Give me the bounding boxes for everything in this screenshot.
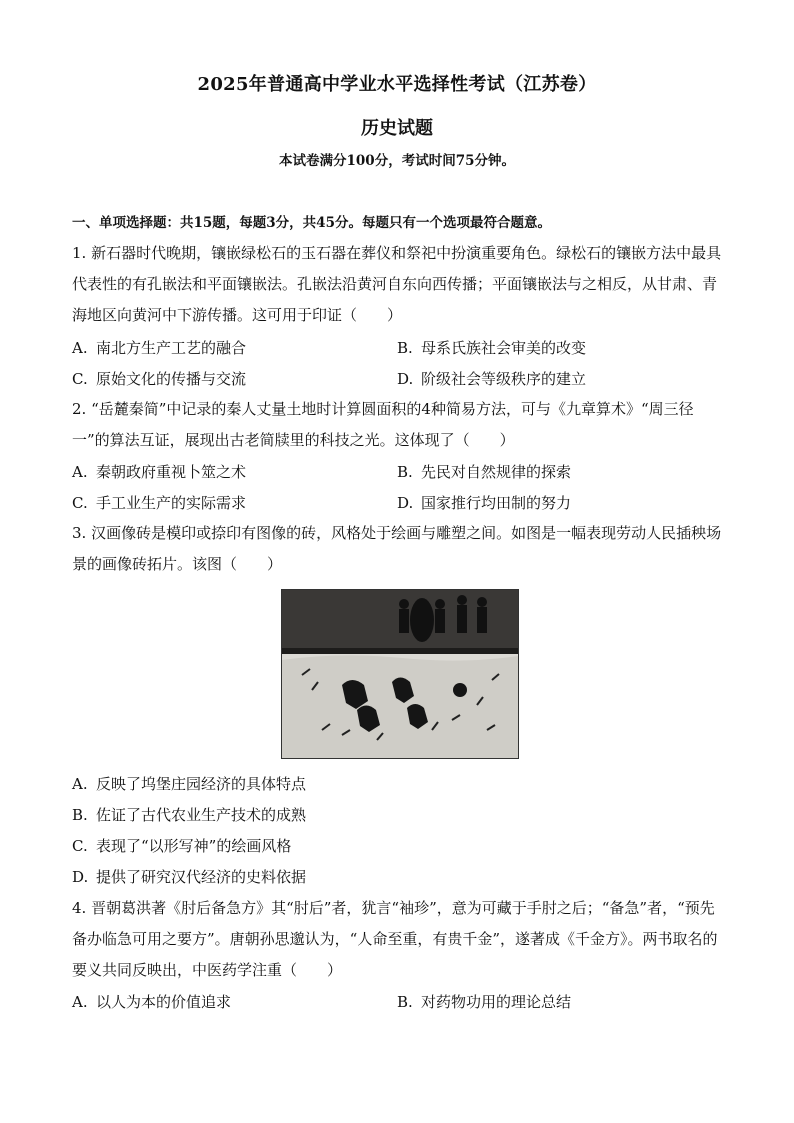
question-1-option-a[interactable]: [72, 338, 246, 358]
option-text: 原始文化的传播与交流: [96, 370, 247, 388]
question-4-option-a[interactable]: [72, 992, 231, 1012]
question-2-option-c[interactable]: [72, 493, 246, 513]
option-letter: B.: [397, 339, 413, 357]
option-letter: C.: [72, 370, 88, 388]
question-3-option-a[interactable]: [72, 774, 306, 794]
option-text: 以人为本的价值追求: [96, 993, 232, 1011]
question-3-option-c[interactable]: [72, 836, 291, 856]
option-text: 南北方生产工艺的融合: [96, 339, 247, 357]
exam-info: 本试卷满分100分，考试时间75分钟。: [279, 153, 515, 169]
question-1-option-c[interactable]: [72, 369, 246, 389]
question-2-option-d[interactable]: [397, 493, 571, 513]
option-text: 表现了“以形写神”的绘画风格: [96, 837, 292, 855]
question-4-stem: 4. 晋朝葛洪著《肘后备急方》其“肘后”者，犹言“袖珍”，意为可藏于手肘之后；“备急”者，“预先备办临急可用之要方”。唐朝孙思邈认为，“人命至重，有贵千金”，遂著成《千金方》。两书取名的要义共同反映出，中医药学注重（ ）: [72, 899, 718, 979]
option-letter: B.: [397, 993, 413, 1011]
question-1-stem: 1. 新石器时代晚期，镶嵌绿松石的玉石器在葬仪和祭祀中扮演重要角色。绿松石的镶嵌方法中最具代表性的有孔嵌法和平面镶嵌法。孔嵌法沿黄河自东向西传播；平面镶嵌法与之相反，从甘肃、青海地区向黄河中下游传播。这可用于印证（ ）: [72, 244, 722, 324]
question-3-option-b[interactable]: [72, 805, 306, 825]
option-letter: C.: [72, 494, 88, 512]
section-heading: 一、单项选择题：共15题，每题3分，共45分。每题只有一个选项最符合题意。: [72, 215, 551, 231]
option-text: 国家推行均田制的努力: [421, 494, 572, 512]
option-letter: D.: [72, 868, 89, 886]
option-letter: B.: [72, 806, 88, 824]
option-letter: D.: [397, 370, 414, 388]
option-text: 阶级社会等级秩序的建立: [421, 370, 587, 388]
option-letter: C.: [72, 837, 88, 855]
option-letter: D.: [397, 494, 414, 512]
option-text: 秦朝政府重视卜筮之术: [96, 463, 247, 481]
exam-title: 2025年普通高中学业水平选择性考试（江苏卷）: [197, 74, 597, 95]
subject-title: 历史试题: [361, 118, 433, 139]
option-text: 母系氏族社会审美的改变: [421, 339, 587, 357]
question-4-option-b[interactable]: [397, 992, 571, 1012]
question-3-stem: 3. 汉画像砖是模印或捺印有图像的砖，风格处于绘画与雕塑之间。如图是一幅表现劳动人民插秧场景的画像砖拓片。该图（ ）: [72, 524, 722, 573]
option-text: 先民对自然规律的探索: [421, 463, 572, 481]
question-3-option-d[interactable]: [72, 867, 306, 887]
option-letter: A.: [72, 775, 88, 793]
option-letter: B.: [397, 463, 413, 481]
han-brick-rubbing-image: [281, 589, 519, 759]
option-text: 手工业生产的实际需求: [96, 494, 247, 512]
option-letter: A.: [72, 993, 88, 1011]
option-text: 对药物功用的理论总结: [421, 993, 572, 1011]
option-text: 提供了研究汉代经济的史料依据: [96, 868, 307, 886]
question-2-option-b[interactable]: [397, 462, 571, 482]
question-1-option-b[interactable]: [397, 338, 586, 358]
option-letter: A.: [72, 463, 88, 481]
option-letter: A.: [72, 339, 88, 357]
question-2-option-a[interactable]: [72, 462, 246, 482]
option-text: 佐证了古代农业生产技术的成熟: [96, 806, 307, 824]
question-2-stem: 2. “岳麓秦简”中记录的秦人丈量土地时计算圆面积的4种简易方法，可与《九章算术》“周三径一”的算法互证，展现出古老简牍里的科技之光。这体现了（ ）: [72, 400, 694, 449]
question-1-option-d[interactable]: [397, 369, 586, 389]
option-text: 反映了坞堡庄园经济的具体特点: [96, 775, 307, 793]
